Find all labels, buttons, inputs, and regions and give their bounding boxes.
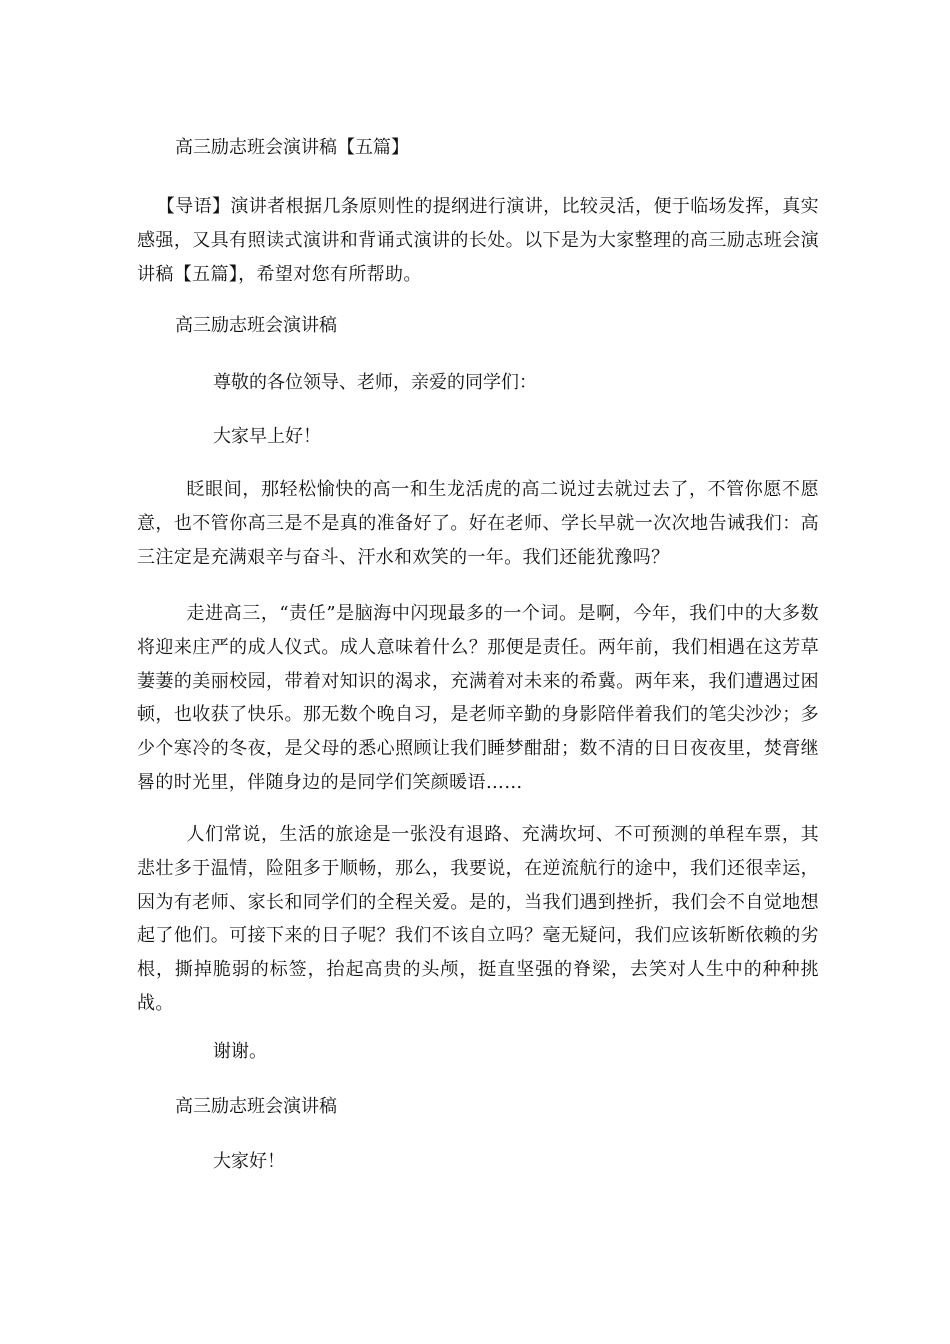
section-1-paragraph-3: 人们常说，生活的旅途是一张没有退路、充满坎坷、不可预测的单程车票，其悲壮多于温情，险阻多于顺畅，那么，我要说，在逆流航行的途中，我们还很幸运，因为有老师、家长和同学们的全程关爱。是的，当我们遇到挫折，我们会不自觉地想起了他们。可接下来的日子呢？我们不该自立吗？毫无疑问，我们应该斩断依赖的劣根，撕掉脆弱的标签，抬起高贵的头颅，挺直坚强的脊梁，去笑对人生中的种种挑战。	[137, 824, 819, 1014]
section-1-closing: 谢谢。	[213, 1041, 267, 1062]
section-2-heading: 高三励志班会演讲稿	[175, 1096, 337, 1117]
section-1-paragraph-1: 眨眼间，那轻松愉快的高一和生龙活虎的高二说过去就过去了，不管你愿不愿意，也不管你高三是不是真的准备好了。好在老师、学长早就一次次地告诫我们：高三注定是充满艰辛与奋斗、汗水和欢笑的一年。我们还能犹豫吗？	[137, 479, 819, 568]
section-1-salutation: 尊敬的各位领导、老师，亲爱的同学们：	[213, 372, 537, 393]
document-title: 高三励志班会演讲稿【五篇】	[175, 137, 409, 158]
section-1-greeting: 大家早上好！	[213, 426, 321, 447]
section-2-greeting: 大家好！	[213, 1151, 285, 1172]
section-1-heading: 高三励志班会演讲稿	[175, 315, 337, 336]
intro-paragraph: 【导语】演讲者根据几条原则性的提纲进行演讲，比较灵活，便于临场发挥，真实感强，又具有照读式演讲和背诵式演讲的长处。以下是为大家整理的高三励志班会演讲稿【五篇】，希望对您有所帮助。	[137, 196, 819, 285]
section-1-paragraph-2: 走进高三，“责任”是脑海中闪现最多的一个词。是啊，今年，我们中的大多数将迎来庄严的成人仪式。成人意味着什么？那便是责任。两年前，我们相遇在这芳草萋萋的美丽校园，带着对知识的渴求，充满着对未来的希冀。两年来，我们遭遇过困顿，也收获了快乐。那无数个晚自习，是老师辛勤的身影陪伴着我们的笔尖沙沙；多少个寒冷的冬夜，是父母的悉心照顾让我们睡梦酣甜；数不清的日日夜夜里，焚膏继晷的时光里，伴随身边的是同学们笑颜暖语……	[137, 603, 819, 793]
